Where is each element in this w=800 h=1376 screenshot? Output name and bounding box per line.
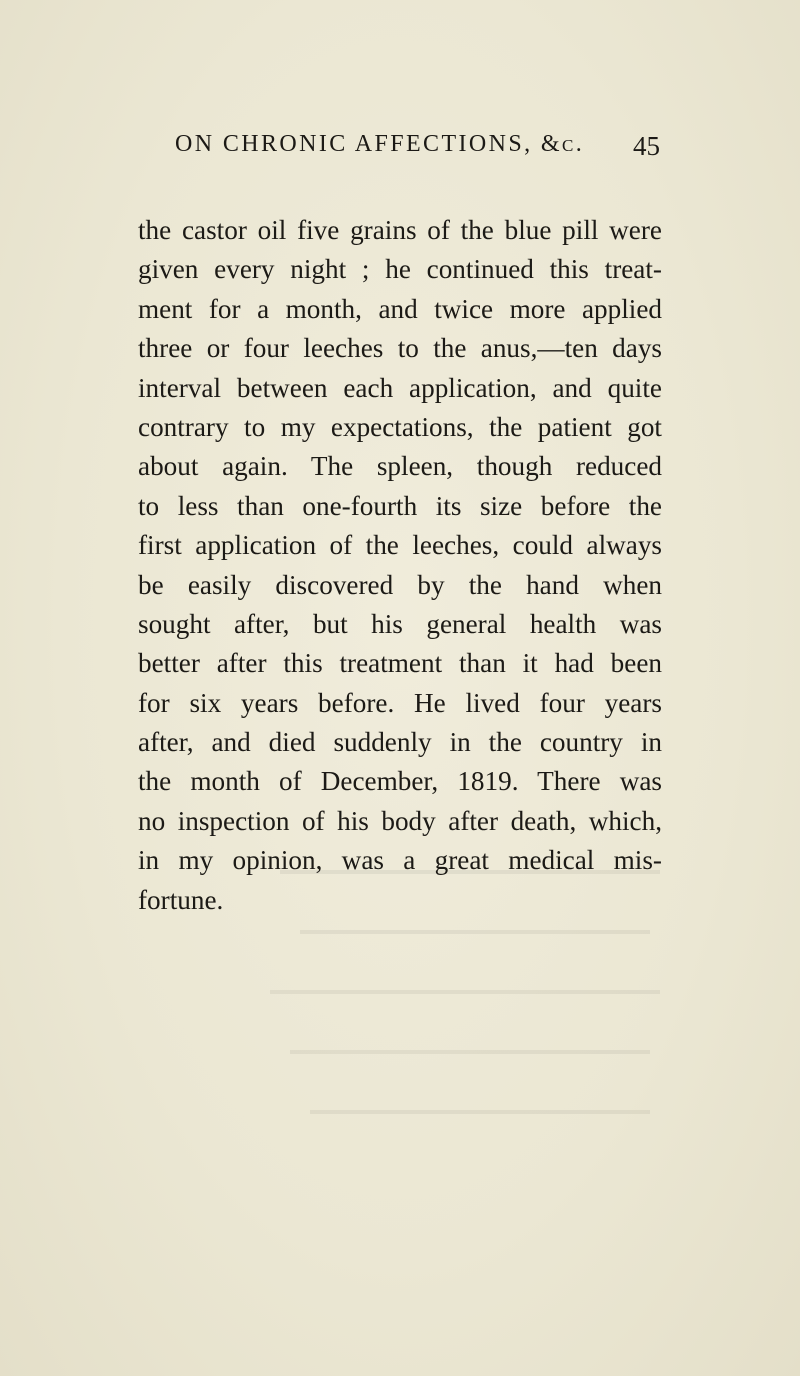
text-line: about again. The spleen, though reduced (138, 451, 662, 482)
running-head-title: ON CHRONIC AFFECTIONS, &c. (175, 131, 585, 157)
text-line: no inspection of his body after death, which, (138, 805, 662, 836)
text-line: for six years before. He lived four years (138, 687, 662, 718)
text-line: the month of December, 1819. There was (138, 766, 662, 797)
text-line: first application of the leeches, could always (138, 530, 662, 561)
page-number: 45 (633, 131, 660, 161)
text-line: sought after, but his general health was (138, 608, 662, 639)
text-line: better after this treatment than it had been (138, 648, 662, 679)
text-line: ment for a month, and twice more applied (138, 293, 662, 324)
text-line: three or four leeches to the anus,—ten days (138, 333, 662, 364)
text-line: be easily discovered by the hand when (138, 569, 662, 600)
running-head (175, 131, 660, 171)
text-line: after, and died suddenly in the country in (138, 727, 662, 758)
body-text (138, 211, 662, 920)
text-line-last: fortune. (138, 884, 224, 915)
text-line: interval between each application, and quite (138, 372, 662, 403)
text-line: to less than one-fourth its size before the (138, 490, 662, 521)
text-line: given every night ; he continued this treat- (138, 254, 662, 285)
text-line: in my opinion, was a great medical mis- (138, 845, 662, 876)
text-line: the castor oil five grains of the blue pill were (138, 215, 662, 245)
text-line: contrary to my expectations, the patient got (138, 411, 662, 442)
